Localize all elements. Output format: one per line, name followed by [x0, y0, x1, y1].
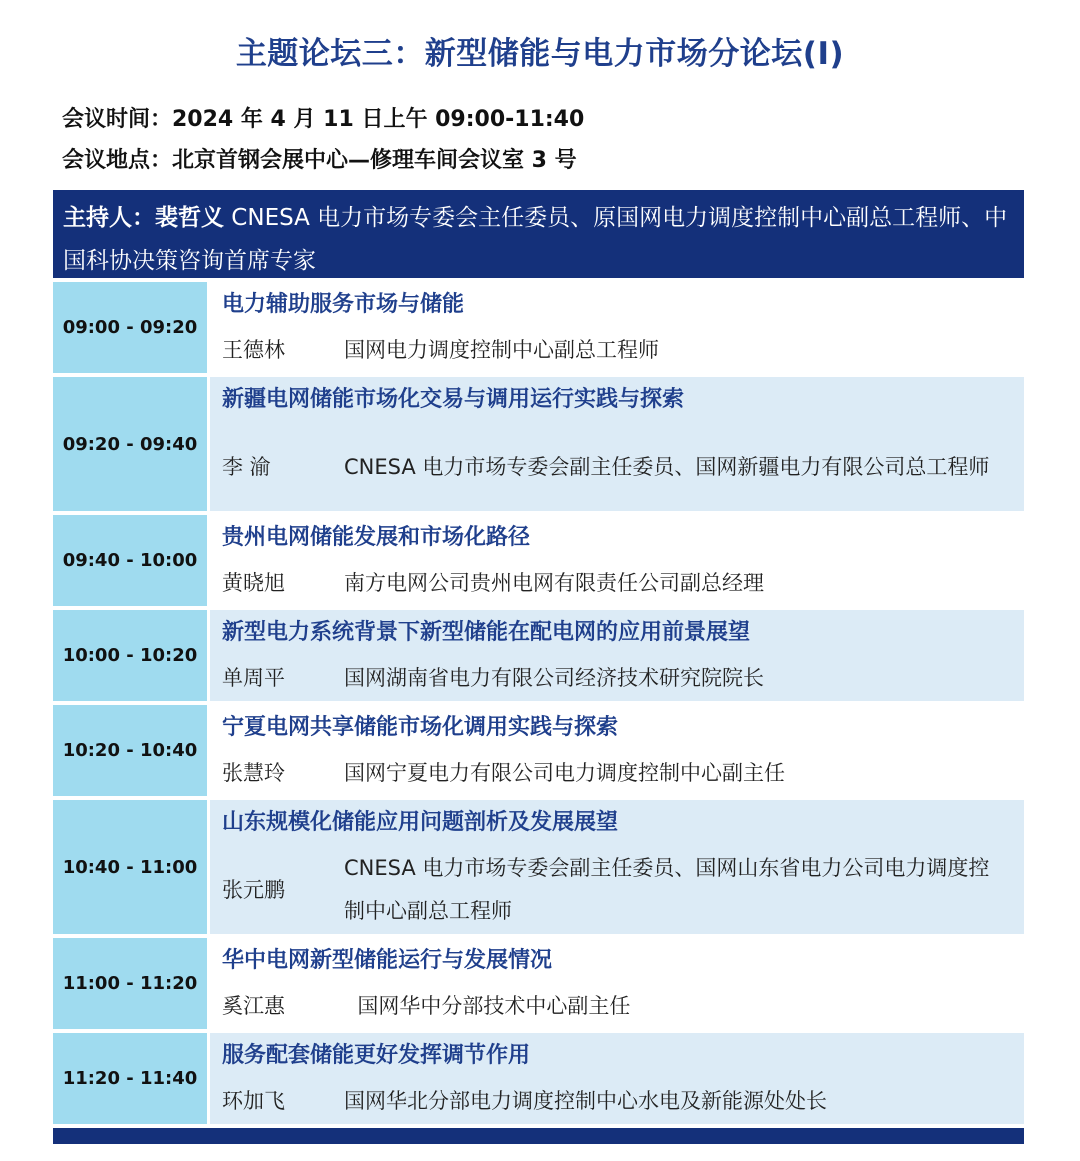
speaker-name: 王德林	[222, 338, 285, 362]
session-content	[210, 938, 1024, 1029]
speaker-role: CNESA 电力市场专委会副主任委员、国网新疆电力有限公司总工程师	[344, 454, 990, 479]
speaker-role: CNESA 电力市场专委会副主任委员、国网山东省电力公司电力调度控制中心副总工程师	[344, 856, 990, 923]
speaker-name: 环加飞	[222, 1089, 285, 1113]
speaker-role: 国网宁夏电力有限公司电力调度控制中心副主任	[344, 761, 785, 785]
session-topic: 新疆电网储能市场化交易与调用运行实践与探索	[222, 387, 685, 412]
agenda-table	[53, 190, 1024, 1144]
speaker-info	[222, 846, 1024, 934]
session-content	[210, 1033, 1024, 1124]
host-label: 主持人：裴哲义	[63, 205, 224, 231]
time-slot: 09:20 - 09:40	[53, 377, 210, 511]
session-topic: 山东规模化储能应用问题剖析及发展展望	[222, 810, 619, 835]
speaker-role: 国网华北分部电力调度控制中心水电及新能源处处长	[344, 1089, 827, 1113]
session-content	[210, 377, 1024, 511]
session-topic: 贵州电网储能发展和市场化路径	[222, 525, 531, 550]
agenda-row-2	[53, 373, 1024, 511]
meeting-time: 会议时间：2024 年 4 月 11 日上午 09:00-11:40	[62, 107, 585, 132]
speaker-role: 南方电网公司贵州电网有限责任公司副总经理	[344, 571, 764, 595]
speaker-info	[222, 656, 1024, 701]
page-title: 主题论坛三：新型储能与电力市场分论坛(I)	[235, 36, 845, 72]
host-banner	[53, 190, 1024, 278]
agenda-row-4	[53, 606, 1024, 701]
time-slot: 11:00 - 11:20	[53, 938, 210, 1029]
agenda-row-5	[53, 701, 1024, 796]
host-description: CNESA 电力市场专委会主任委员、原国网电力调度控制中心副总工程师、中国科协决策咨询首席专家	[63, 205, 1008, 274]
footer-bar	[53, 1124, 1024, 1144]
speaker-role: 国网湖南省电力有限公司经济技术研究院院长	[344, 666, 764, 690]
session-topic: 宁夏电网共享储能市场化调用实践与探索	[222, 715, 619, 740]
session-topic: 服务配套储能更好发挥调节作用	[222, 1043, 531, 1068]
session-topic: 电力辅助服务市场与储能	[222, 292, 465, 317]
speaker-name: 单周平	[222, 666, 285, 690]
agenda-row-6	[53, 796, 1024, 934]
agenda-row-3	[53, 511, 1024, 606]
agenda-row-7	[53, 934, 1024, 1029]
speaker-info	[222, 984, 1024, 1029]
agenda-row-8	[53, 1029, 1024, 1124]
speaker-name: 张元鹏	[222, 877, 285, 902]
time-slot: 09:00 - 09:20	[53, 282, 210, 373]
speaker-name: 黄晓旭	[222, 571, 285, 595]
meeting-venue: 会议地点：北京首钢会展中心—修理车间会议室 3 号	[62, 148, 577, 173]
session-content	[210, 800, 1024, 934]
time-slot: 11:20 - 11:40	[53, 1033, 210, 1124]
speaker-name: 奚江惠	[222, 994, 285, 1018]
time-slot: 10:40 - 11:00	[53, 800, 210, 934]
speaker-role: 国网电力调度控制中心副总工程师	[344, 338, 659, 362]
speaker-info	[222, 751, 1024, 796]
agenda-row-1	[53, 278, 1024, 373]
session-content	[210, 515, 1024, 606]
speaker-info	[222, 561, 1024, 606]
session-content	[210, 282, 1024, 373]
speaker-name: 张慧玲	[222, 761, 285, 785]
session-topic: 新型电力系统背景下新型储能在配电网的应用前景展望	[222, 620, 751, 645]
time-slot: 09:40 - 10:00	[53, 515, 210, 606]
time-slot: 10:20 - 10:40	[53, 705, 210, 796]
session-content	[210, 610, 1024, 701]
speaker-info	[222, 328, 1024, 373]
session-content	[210, 705, 1024, 796]
speaker-info	[222, 423, 1024, 511]
speaker-info	[222, 1079, 1024, 1124]
speaker-name: 李 渝	[222, 454, 271, 479]
session-topic: 华中电网新型储能运行与发展情况	[222, 948, 553, 973]
speaker-role: 国网华中分部技术中心副主任	[344, 994, 631, 1018]
time-slot: 10:00 - 10:20	[53, 610, 210, 701]
